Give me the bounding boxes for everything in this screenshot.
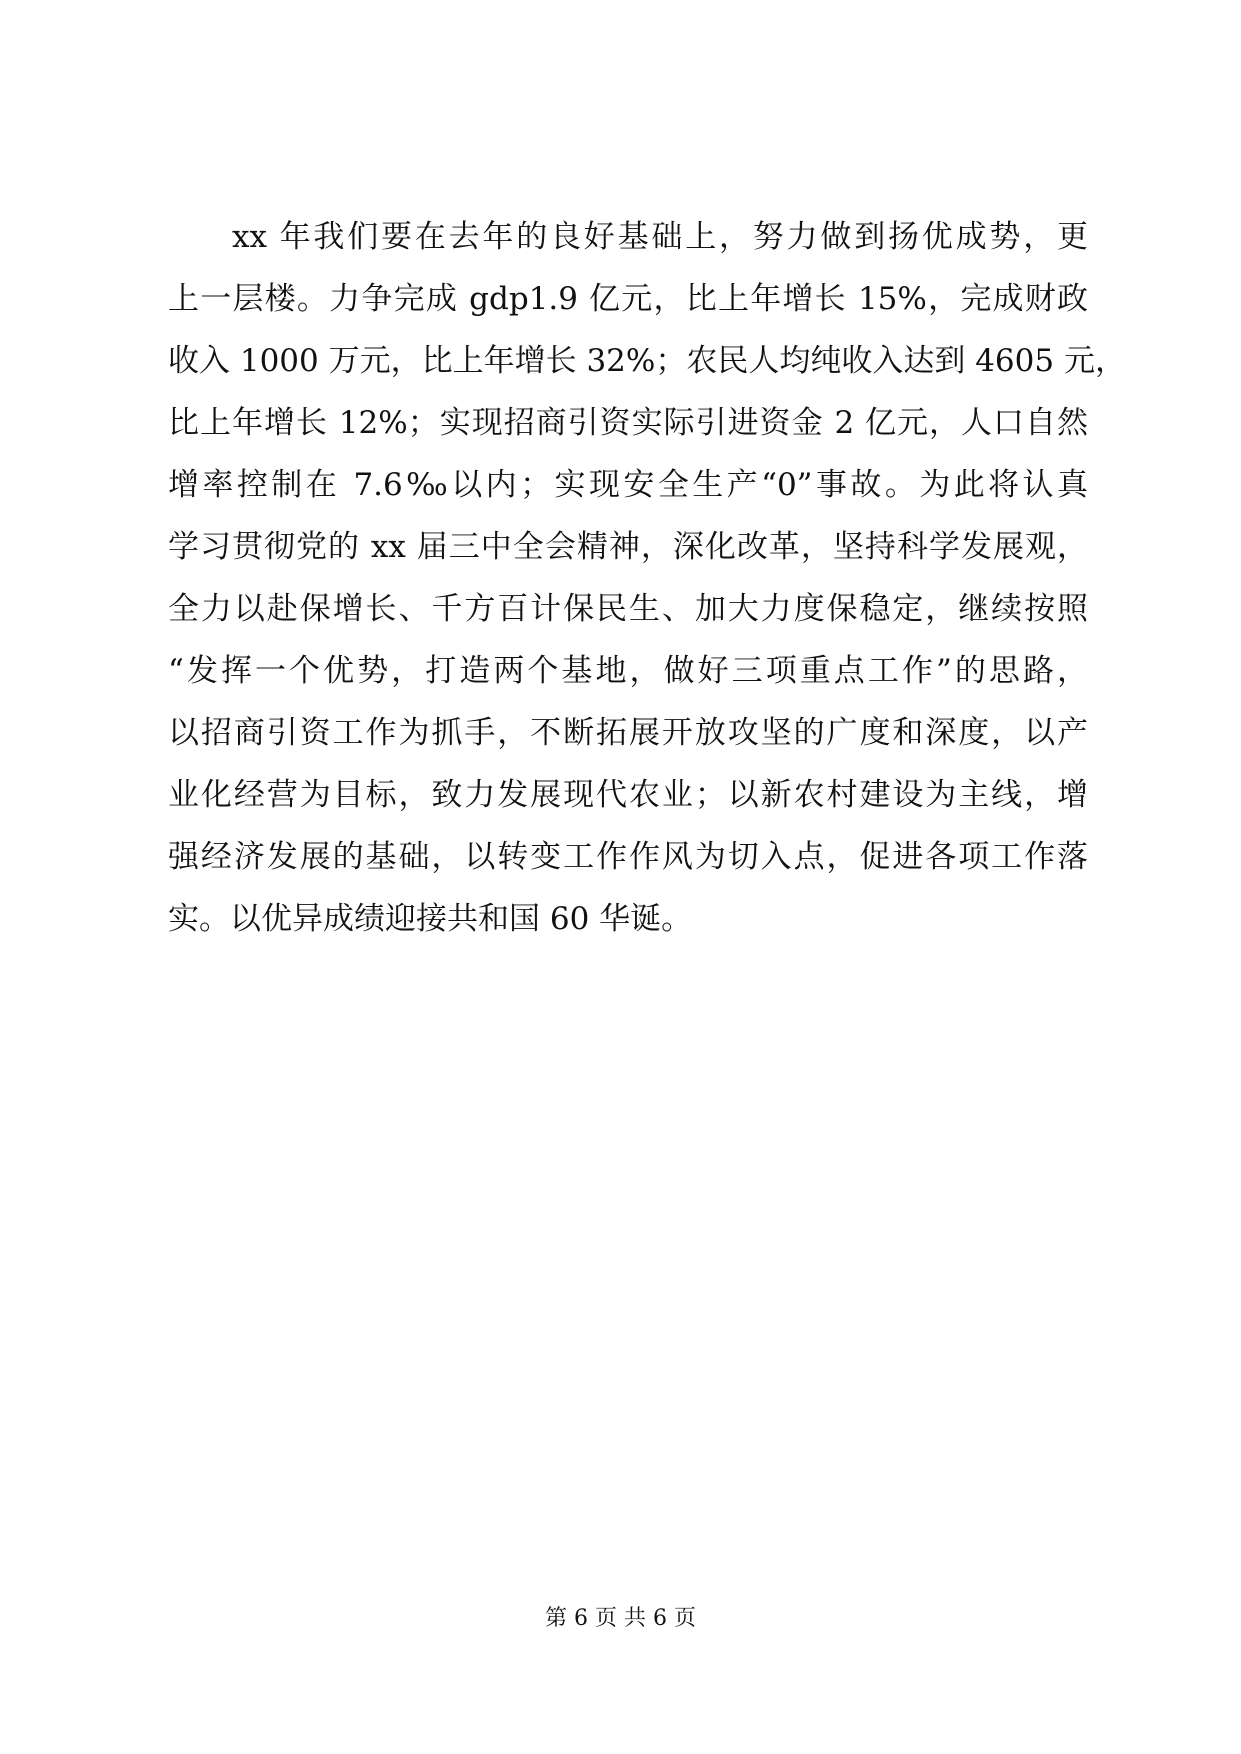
paragraph-line: 以招商引资工作为抓手，不断拓展开放攻坚的广度和深度，以产 <box>168 715 1088 751</box>
paragraph-line: 全力以赴保增长、千方百计保民生、加大力度保稳定，继续按照 <box>168 591 1088 627</box>
paragraph-line: xx 年我们要在去年的良好基础上，努力做到扬优成势，更 <box>232 219 1088 255</box>
body-paragraph <box>168 206 1126 950</box>
paragraph-line: 增率控制在 7.6‰以内；实现安全生产“0”事故。为此将认真 <box>168 467 1088 503</box>
paragraph-line: 业化经营为目标，致力发展现代农业；以新农村建设为主线，增 <box>168 777 1088 813</box>
paragraph-line: 比上年增长 12%；实现招商引资实际引进资金 2 亿元，人口自然 <box>168 405 1088 441</box>
page-number-footer: 第 6 页 共 6 页 <box>545 1606 696 1631</box>
paragraph-line: 收入 1000 万元，比上年增长 32%；农民人均纯收入达到 4605 元， <box>168 343 1126 379</box>
paragraph-line: 强经济发展的基础，以转变工作作风为切入点，促进各项工作落 <box>168 839 1088 875</box>
paragraph-line: 上一层楼。力争完成 gdp1.9 亿元，比上年增长 15%，完成财政 <box>168 281 1088 317</box>
paragraph-line: 实。以优异成绩迎接共和国 60 华诞。 <box>168 901 693 937</box>
paragraph-line: “发挥一个优势，打造两个基地，做好三项重点工作”的思路， <box>168 653 1088 689</box>
paragraph-line: 学习贯彻党的 xx 届三中全会精神，深化改革，坚持科学发展观， <box>168 529 1088 565</box>
